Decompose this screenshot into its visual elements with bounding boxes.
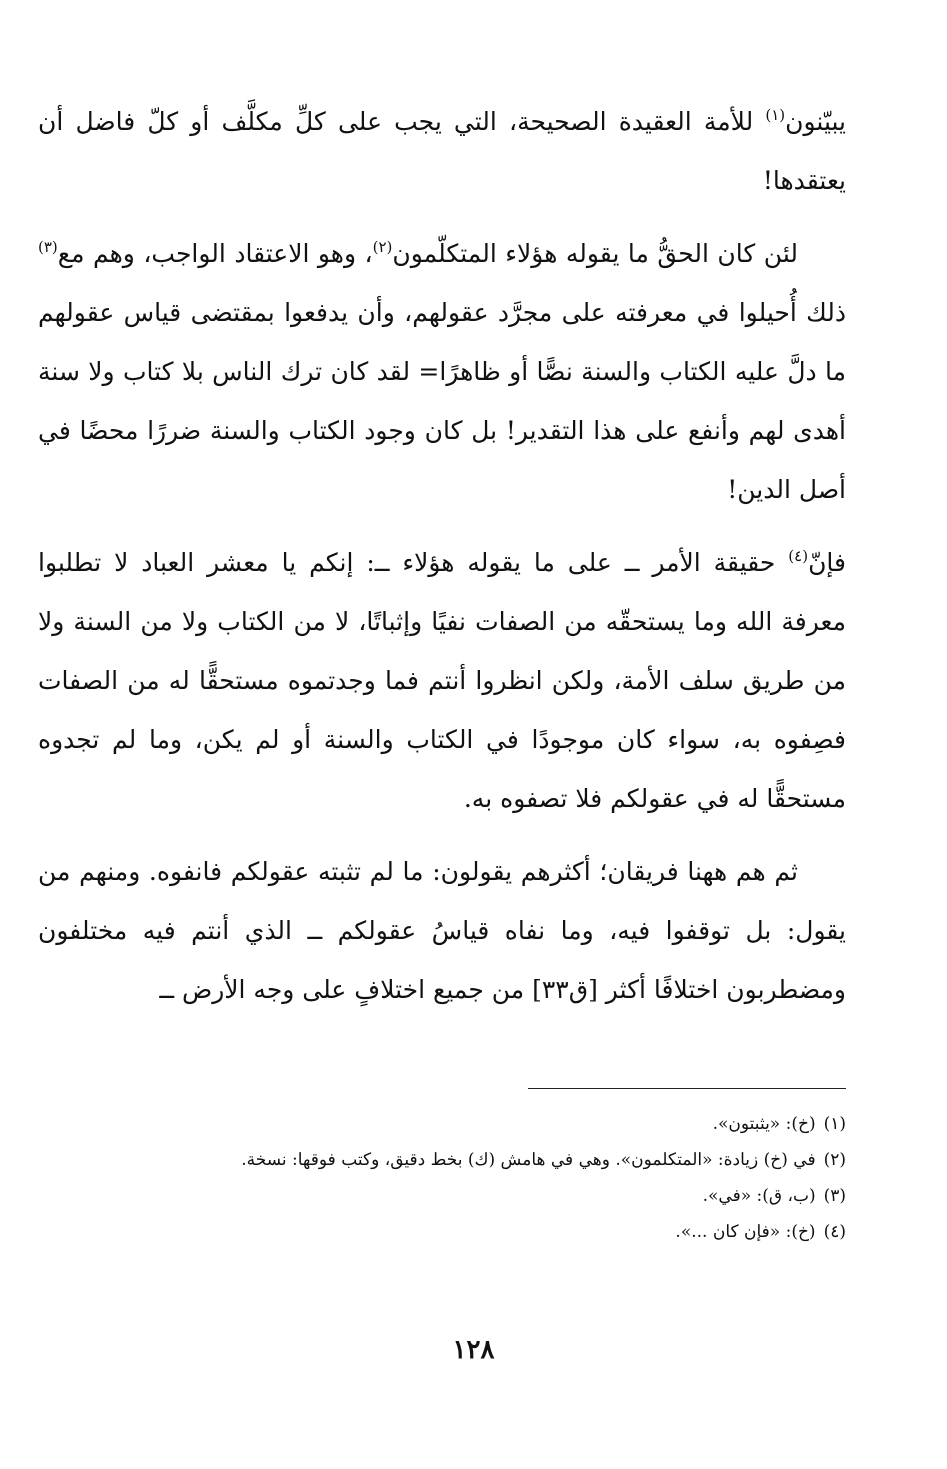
footnote-ref[interactable]: (٢) [372, 238, 393, 256]
footnote-text: في (خ) زيادة: «المتكلمون». وهي في هامش (ك) بخط دقيق، وكتب فوقها: نسخة. [241, 1150, 816, 1170]
footnote-ref[interactable]: (٤) [788, 547, 809, 565]
main-text [38, 92, 846, 1033]
footnote [70, 1106, 846, 1142]
footnote [70, 1178, 846, 1214]
paragraph [38, 842, 846, 1019]
text-segment: حقيقة الأمر ــ على ما يقوله هؤلاء ــ: إنكم يا معشر العباد لا تطلبوا معرفة الله وما يستحقّه من الصفات نفيًا وإثباتًا، لا من الكتاب ولا من السنة ولا من طريق سلف الأمة، ولكن انظروا أنتم فما وجدتموه مستحقًّا له من الصفات فصِفوه به، سواء كان موجودًا في الكتاب والسنة أو لم يكن، وما لم تجدوه مستحقًّا له في عقولكم فلا تصفوه به. [38, 548, 846, 813]
text-segment: يبيّنون [785, 107, 846, 136]
page-number: ١٢٨ [452, 1335, 495, 1365]
footnote-separator [528, 1088, 846, 1089]
text-segment: ، وهو الاعتقاد الواجب، وهم مع [57, 239, 373, 268]
paragraph [38, 224, 846, 519]
footnote-number: (٢) [823, 1150, 846, 1170]
paragraph [38, 533, 846, 828]
text-segment: فإنّ [808, 548, 846, 577]
footnote-text: (خ): «فإن كان ...». [675, 1222, 816, 1242]
footnote-text: (خ): «يثبتون». [712, 1114, 816, 1134]
text-segment: ثم هم ههنا فريقان؛ أكثرهم يقولون: ما لم تثبته عقولكم فانفوه. ومنهم من يقول: بل توقفوا فيه، وما نفاه قياسُ عقولكم ــ الذي أنتم فيه مختلفون ومضطربون اختلافًا أكثر [ق٣٣] من جميع اختلافٍ على وجه الأرض ــ [38, 857, 846, 1004]
footnote-number: (٣) [823, 1186, 846, 1206]
footnote [70, 1142, 846, 1178]
text-segment: ذلك أُحيلوا في معرفته على مجرَّد عقولهم، وأن يدفعوا بمقتضى قياس عقولهم ما دلَّ عليه الكتاب والسنة نصًّا أو ظاهرًا= لقد كان ترك الناس بلا كتاب ولا سنة أهدى لهم وأنفع على هذا التقدير! بل كان وجود الكتاب والسنة ضررًا محضًا في أصل الدين! [38, 298, 846, 504]
footnote-ref[interactable]: (٣) [38, 238, 58, 256]
text-segment: لئن كان الحقُّ ما يقوله هؤلاء المتكلّمون [392, 239, 798, 268]
footnote-number: (١) [823, 1114, 846, 1134]
footnotes [70, 1106, 846, 1250]
paragraph [38, 92, 846, 210]
footnote [70, 1214, 846, 1250]
footnote-number: (٤) [823, 1222, 846, 1242]
footnote-ref[interactable]: (١) [765, 106, 786, 124]
text-segment: للأمة العقيدة الصحيحة، التي يجب على كلِّ مكلَّف أو كلّ فاضل أن يعتقدها! [38, 107, 846, 195]
footnote-text: (ب، ق): «في». [702, 1186, 816, 1206]
